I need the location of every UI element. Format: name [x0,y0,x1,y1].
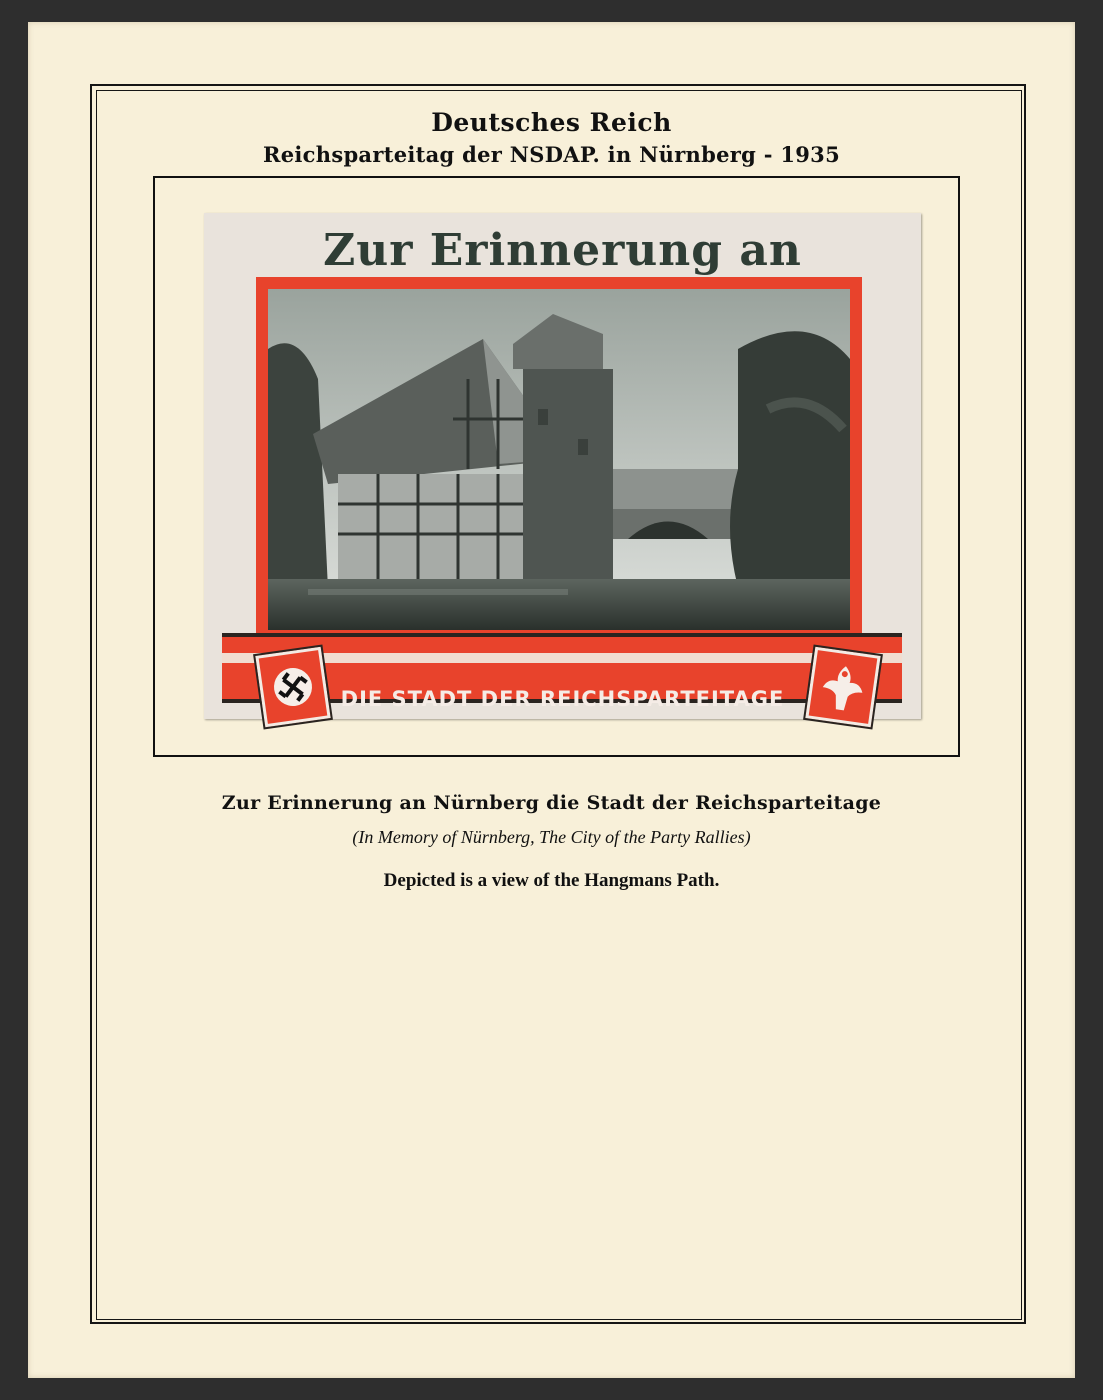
hangmans-path-photo [268,289,850,630]
page-title: Deutsches Reich [431,108,672,137]
page-subtitle: Reichsparteitag der NSDAP. in Nürnberg - 1935 [262,142,840,167]
swastika-shield-icon [255,647,330,727]
banner-stripe [222,653,902,663]
postcard-headline: Zur Erinnerung an [323,225,802,276]
photo-illustration [268,289,850,630]
caption-english: (In Memory of Nürnberg, The City of the Party Rallies) [352,827,751,847]
banner-text: DIE STADT DER REICHSPARTEITAGE [340,687,785,711]
album-page [28,22,1075,1378]
postcard [204,213,921,719]
caption-description: Depicted is a view of the Hangmans Path. [383,870,720,891]
eagle-crest-icon [805,647,880,727]
caption-german: Zur Erinnerung an Nürnberg die Stadt der Reichsparteitage [221,792,882,814]
